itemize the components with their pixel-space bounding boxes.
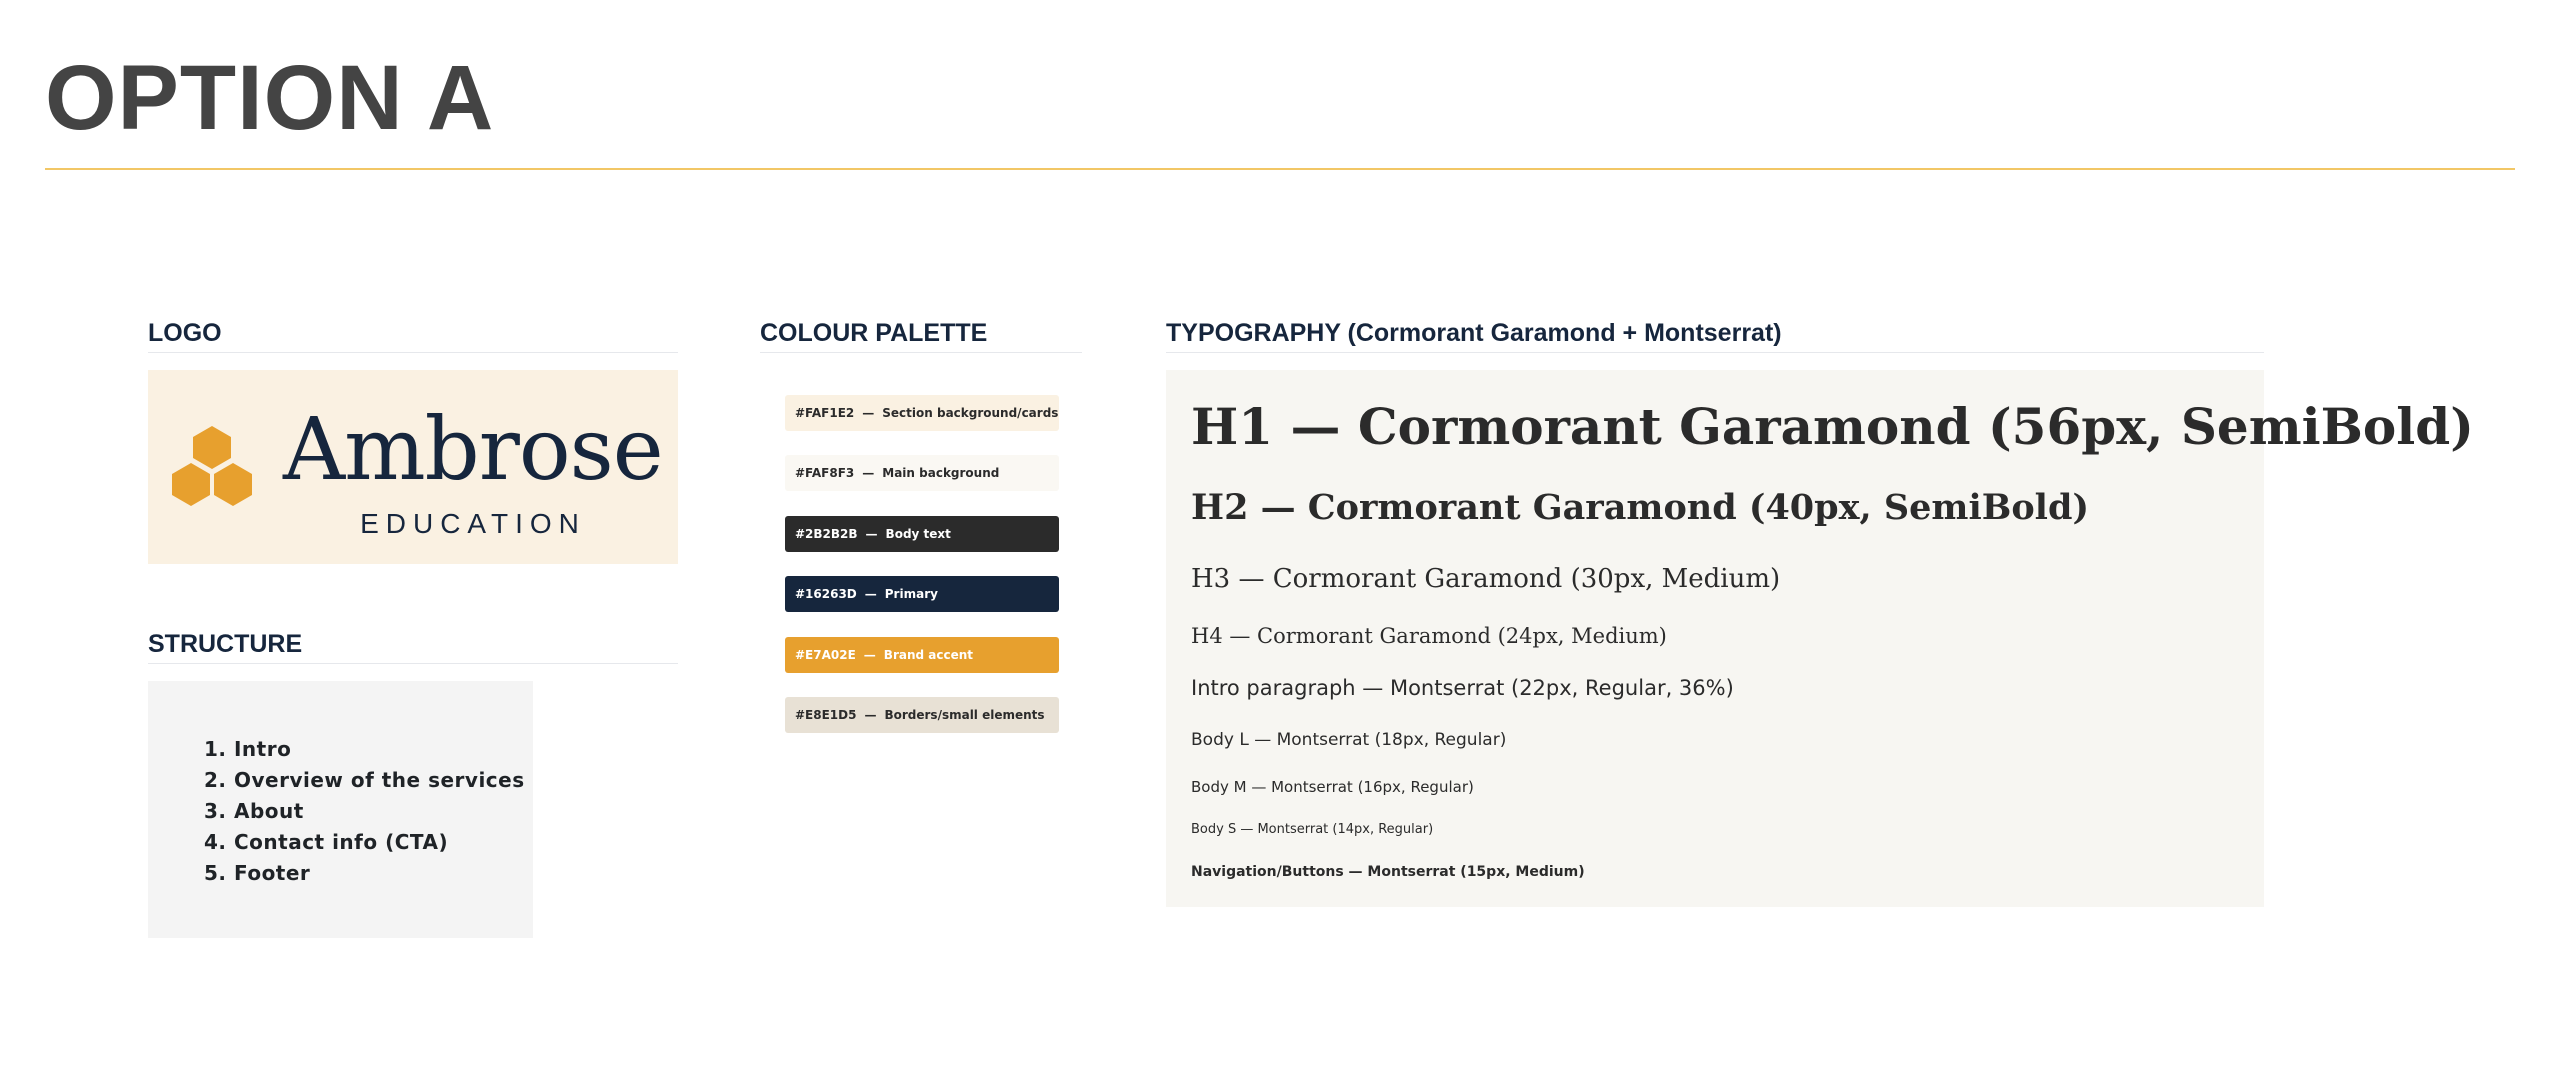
type-sample-body-l: Body L — Montserrat (18px, Regular) (1191, 730, 1507, 750)
hexagon-cluster-icon (170, 424, 258, 516)
type-sample-body-s: Body S — Montserrat (14px, Regular) (1191, 822, 1434, 837)
structure-heading: STRUCTURE (148, 630, 303, 658)
palette-heading-divider (760, 352, 1082, 353)
swatch-separator: — (862, 466, 875, 480)
logo-heading: LOGO (148, 319, 222, 347)
swatch-brand-accent (785, 637, 1059, 673)
typography-heading-divider (1166, 352, 2264, 353)
swatch-hex: #16263D (795, 587, 857, 601)
structure-item: 2. Overview of the services (204, 768, 525, 792)
swatch-separator: — (863, 648, 876, 662)
type-sample-h3: H3 — Cormorant Garamond (30px, Medium) (1191, 564, 1781, 594)
swatch-separator: — (862, 406, 875, 420)
type-sample-intro: Intro paragraph — Montserrat (22px, Regular, 36%) (1191, 676, 1734, 700)
logo-card (148, 370, 678, 564)
swatch-separator: — (865, 527, 878, 541)
swatch-label: Body text (885, 527, 951, 541)
type-sample-nav: Navigation/Buttons — Montserrat (15px, Medium) (1191, 864, 1585, 880)
title-divider (45, 168, 2515, 170)
swatch-label: Brand accent (883, 648, 974, 662)
swatch-label: Borders/small elements (884, 708, 1045, 722)
logo-heading-divider (148, 352, 678, 353)
swatch-hex: #FAF1E2 (795, 406, 855, 420)
swatch-hex: #E7A02E (795, 648, 856, 662)
type-sample-body-m: Body M — Montserrat (16px, Regular) (1191, 778, 1474, 796)
swatch-label: Main background (882, 466, 1000, 480)
structure-heading-divider (148, 663, 678, 664)
type-sample-h2: H2 — Cormorant Garamond (40px, SemiBold) (1191, 487, 2090, 528)
typography-card (1166, 370, 2474, 907)
type-sample-h1: H1 — Cormorant Garamond (56px, SemiBold) (1191, 397, 2474, 456)
swatch-hex: #E8E1D5 (795, 708, 857, 722)
typography-heading: TYPOGRAPHY (Cormorant Garamond + Montserrat) (1166, 319, 1782, 347)
structure-list (204, 734, 525, 889)
swatch-borders (785, 697, 1059, 733)
swatch-main-background (785, 455, 1059, 491)
structure-item: 3. About (204, 799, 304, 823)
swatch-section-background (785, 395, 1059, 431)
logo-wordmark: Ambrose (283, 400, 663, 500)
structure-item: 5. Footer (204, 861, 311, 885)
swatch-separator: — (864, 708, 877, 722)
logo-tagline: EDUCATION (360, 508, 586, 539)
swatch-label: Section background/cards (882, 406, 1059, 420)
swatch-hex: #2B2B2B (795, 527, 858, 541)
swatch-hex: #FAF8F3 (795, 466, 855, 480)
palette-heading: COLOUR PALETTE (760, 319, 988, 347)
structure-item: 4. Contact info (CTA) (204, 830, 449, 854)
swatch-separator: — (864, 587, 877, 601)
swatch-primary (785, 576, 1059, 612)
structure-item: 1. Intro (204, 737, 292, 761)
swatch-body-text (785, 516, 1059, 552)
type-sample-h4: H4 — Cormorant Garamond (24px, Medium) (1191, 624, 1667, 648)
swatch-label: Primary (884, 587, 938, 601)
page-title: OPTION A (45, 47, 495, 149)
structure-card (148, 681, 533, 938)
